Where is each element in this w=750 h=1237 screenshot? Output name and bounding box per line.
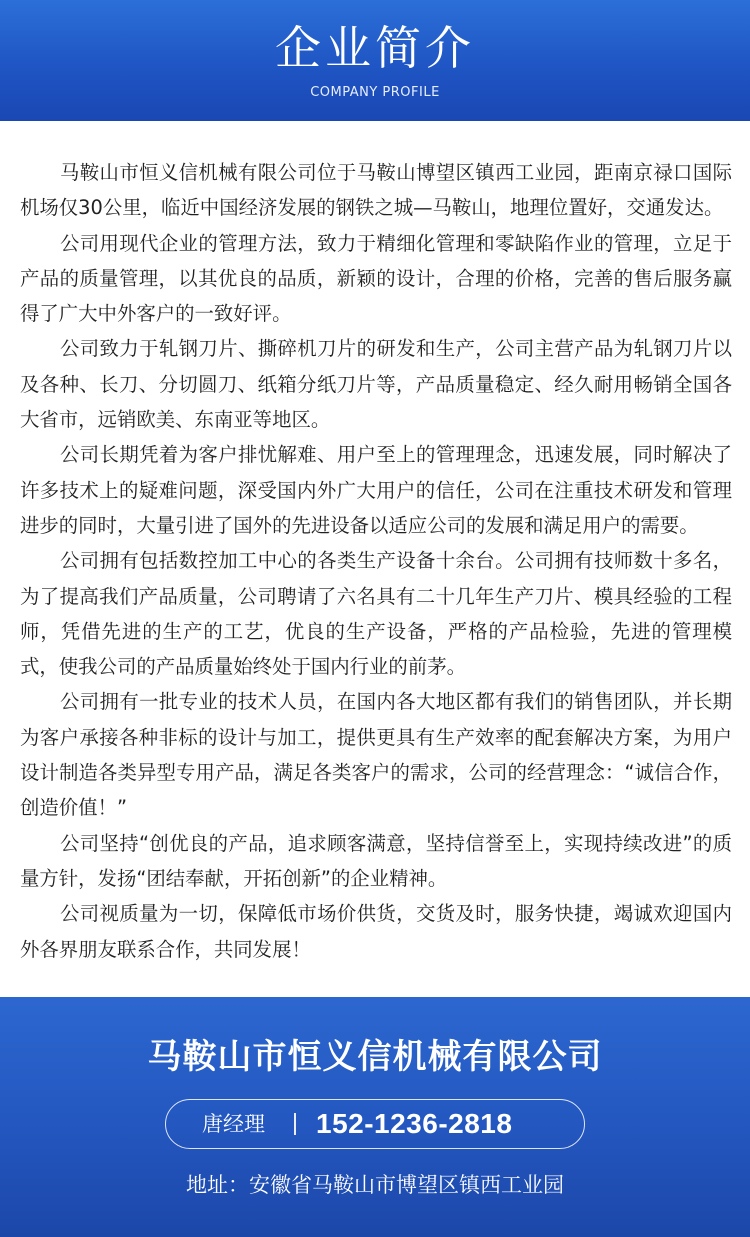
contact-divider: [294, 1113, 296, 1135]
paragraph-location: 马鞍山市恒义信机械有限公司位于马鞍山博望区镇西工业园，距南京禄口国际机场仅30公里，临近中国经济发展的钢铁之城—马鞍山，地理位置好，交通发达。: [20, 161, 732, 220]
paragraph-invitation: 公司视质量为一切，保障低市场价供货，交货及时，服务快捷，竭诚欢迎国内外各界朋友联系合作，共同发展！: [20, 902, 732, 961]
paragraph-equipment: 公司拥有包括数控加工中心的各类生产设备十余台。公司拥有技师数十多名，为了提高我们产品质量，公司聘请了六名具有二十几年生产刀片、模具经验的工程师，凭借先进的生产的工艺，优良的生产设备，严格的产品检验，先进的管理模式，使我公司的产品质量始终处于国内行业的前茅。: [20, 549, 732, 679]
profile-body: [20, 155, 732, 967]
company-name: 马鞍山市恒义信机械有限公司: [147, 1037, 603, 1077]
contact-person: 唐经理: [202, 1112, 265, 1136]
contact-pill: [165, 1099, 585, 1149]
paragraph-team: 公司拥有一批专业的技术人员，在国内各大地区都有我们的销售团队，并长期为客户承接各种非标的设计与加工，提供更具有生产效率的配套解决方案，为用户设计制造各类异型专用产品，满足各类客户的需求，公司的经营理念：“诚信合作，创造价值！”: [20, 690, 732, 820]
header-banner: [0, 0, 750, 121]
contact-footer: [0, 997, 750, 1237]
paragraph-quality-policy: 公司坚持“创优良的产品，追求顾客满意，坚持信誉至上，实现持续改进”的质量方针，发扬“团结奉献，开拓创新”的企业精神。: [20, 831, 732, 890]
page-title: 企业简介: [275, 21, 475, 75]
paragraph-development: 公司长期凭着为客户排忧解难、用户至上的管理理念，迅速发展，同时解决了许多技术上的疑难问题，深受国内外广大用户的信任，公司在注重技术研发和管理进步的同时，大量引进了国外的先进设备以适应公司的发展和满足用户的需要。: [20, 443, 732, 537]
paragraph-management: 公司用现代企业的管理方法，致力于精细化管理和零缺陷作业的管理，立足于产品的质量管理，以其优良的品质，新颖的设计，合理的价格，完善的售后服务赢得了广大中外客户的一致好评。: [20, 231, 732, 326]
paragraph-products: 公司致力于轧钢刀片、撕碎机刀片的研发和生产，公司主营产品为轧钢刀片以及各种、长刀、分切圆刀、纸箱分纸刀片等，产品质量稳定、经久耐用畅销全国各大省市，远销欧美、东南亚等地区。: [20, 337, 732, 432]
phone-number-link[interactable]: 152-1236-2818: [316, 1108, 513, 1139]
company-address: 地址：安徽省马鞍山市博望区镇西工业园: [186, 1173, 564, 1197]
page-subtitle: COMPANY PROFILE: [310, 85, 440, 100]
